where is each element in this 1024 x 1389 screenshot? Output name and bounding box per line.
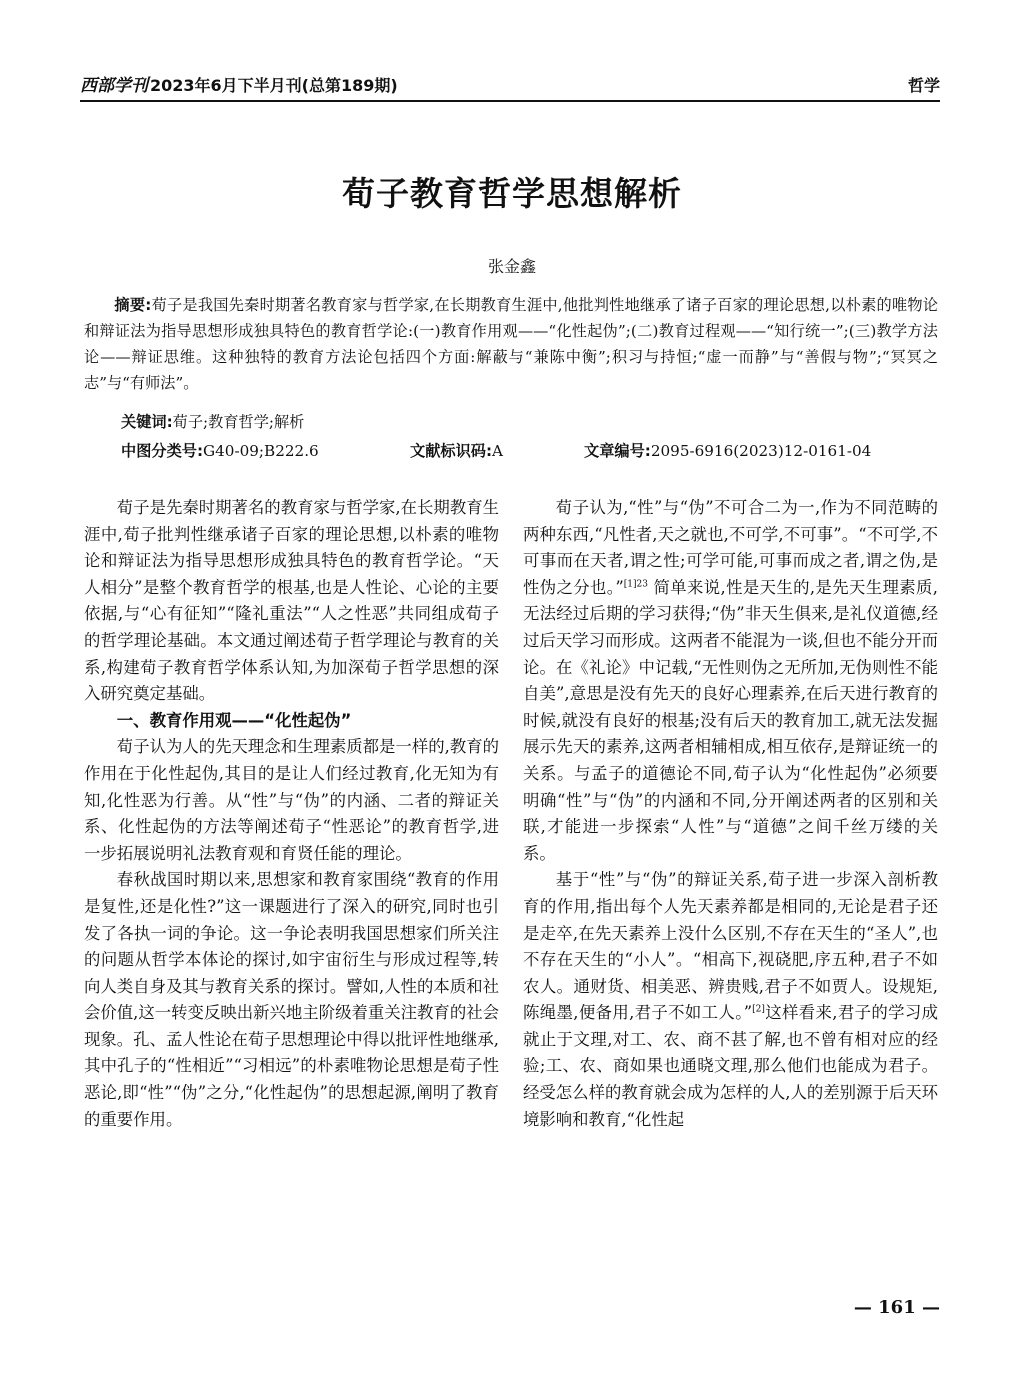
document-code [410, 440, 584, 461]
keywords-label: 关键词: [121, 413, 173, 431]
article-title: 荀子教育哲学思想解析 [342, 174, 682, 213]
keywords [121, 411, 304, 432]
body-paragraph [523, 495, 938, 867]
text-run: 荀子认为,“性”与“伪”不可合二为一,作为不同范畴的两种东西,“凡性者,天之就也,不可学,不可事”。“不可学,不可事而在天者,谓之性;可学可能,可事而成之者,谓之伪,是性伪之分也。” [523, 498, 938, 597]
text-run: 基于“性”与“伪”的辩证关系,荀子进一步深入剖析教育的作用,指出每个人先天素养都是相同的,无论是君子还是走卒,在先天素养上没什么区别,不存在天生的“圣人”,也不存在天生的“小人”。“相高下,视硗肥,序五种,君子不如农人。通财货、相美恶、辨贵贱,君子不如贾人。设规矩,陈绳墨,便备用,君子不如工人。” [523, 870, 938, 1023]
text-run: 简单来说,性是天生的,是先天生理素质,无法经过后期的学习获得;“伪”非天生俱来,是礼仪道德,经过后天学习而形成。这两者不能混为一谈,但也不能分开而论。在《礼论》中记载,“无性则伪之无所加,无伪则性不能自美”,意思是没有先天的良好心理素养,在后天进行教育的时候,就没有良好的根基;没有后天的教育加工,就无法发掘展示先天的素养,这两者相辅相成,相互依存,是辩证统一的关系。与孟子的道德论不同,荀子认为“化性起伪”必须要明确“性”与“伪”的内涵和不同,分开阐述两者的区别和关联,才能进一步探索“人性”与“道德”之间千丝万缕的关系。 [523, 577, 938, 863]
doc-value: A [492, 442, 503, 460]
journal-issue: 2023年6月下半月刊(总第189期) [150, 76, 398, 95]
running-header [80, 70, 940, 102]
body-paragraph: 荀子是先秦时期著名的教育家与哲学家,在长期教育生涯中,荀子批判性继承诸子百家的理论思想,以朴素的唯物论和辩证法为指导思想形成独具特色的教育哲学论。“天人相分”是整个教育哲学的根基,也是人性论、心论的主要依据,与“心有征知”“隆礼重法”“人之性恶”共同组成荀子的哲学理论基础。本文通过阐述荀子哲学理论与教育的关系,构建荀子教育哲学体系认知,为加深荀子哲学思想的深入研究奠定基础。 [84, 498, 499, 704]
page-number: — 161 — [853, 1297, 940, 1318]
art-value: 2095-6916(2023)12-0161-04 [650, 442, 872, 460]
article-number [584, 440, 871, 461]
doc-label: 文献标识码: [410, 442, 493, 460]
art-label: 文章编号: [584, 442, 651, 460]
citation-ref: [1]23 [623, 579, 648, 590]
body-paragraph [523, 867, 938, 1133]
left-column [84, 495, 499, 1133]
journal-logo: 西部学刊 [80, 76, 148, 96]
journal-info [80, 71, 398, 96]
citation-ref: [2] [752, 1004, 765, 1015]
abstract [84, 292, 938, 396]
author-name: 张金鑫 [487, 257, 536, 276]
clc-value: G40-09;B222.6 [203, 442, 319, 460]
article-meta [121, 440, 934, 461]
clc-label: 中图分类号: [121, 442, 204, 460]
body-paragraph: 春秋战国时期以来,思想家和教育家围绕“教育的作用是复性,还是化性?”这一课题进行了深入的研究,同时也引发了各执一词的争论。这一争论表明我国思想家们所关注的问题从哲学本体论的探讨,如宇宙衍生与形成过程等,转向人类自身及其与教育关系的探讨。譬如,人性的本质和社会价值,这一转变反映出新兴地主阶级着重关注教育的社会现象。孔、孟人性论在荀子思想理论中得以批评性地继承,其中孔子的“性相近”“习相远”的朴素唯物论思想是荀子性恶论,即“性”“伪”之分,“化性起伪”的思想起源,阐明了教育的重要作用。 [84, 870, 499, 1129]
text-run: 这样看来,君子的学习成就止于文理,对工、农、商不甚了解,也不曾有相对应的经验;工、农、商如果也通晓文理,那么他们也能成为君子。经受怎么样的教育就会成为怎样的人,人的差别源于后天环境影响和教育,“化性起 [523, 1003, 938, 1129]
right-column [523, 495, 938, 1133]
section-label: 哲学 [907, 76, 940, 95]
keywords-text: 荀子;教育哲学;解析 [172, 413, 305, 431]
abstract-text: 荀子是我国先秦时期著名教育家与哲学家,在长期教育生涯中,他批判性地继承了诸子百家的理论思想,以朴素的唯物论和辩证法为指导思想形成独具特色的教育哲学论:(一)教育作用观——“化性起伪”;(二)教育过程观——“知行统一”;(三)教学方法论——辩证思维。这种独特的教育方法论包括四个方面:解蔽与“兼陈中衡”;积习与持恒;“虚一而静”与“善假与物”;“冥冥之志”与“有师法”。 [84, 296, 938, 392]
section-heading: 一、教育作用观——“化性起伪” [116, 710, 352, 730]
body-paragraph: 荀子认为人的先天理念和生理素质都是一样的,教育的作用在于化性起伪,其目的是让人们经过教育,化无知为有知,化性恶为行善。从“性”与“伪”的内涵、二者的辩证关系、化性起伪的方法等阐述荀子“性恶论”的教育哲学,进一步拓展说明礼法教育观和育贤任能的理论。 [84, 737, 499, 863]
clc-number [121, 440, 410, 461]
abstract-label: 摘要: [114, 296, 152, 314]
